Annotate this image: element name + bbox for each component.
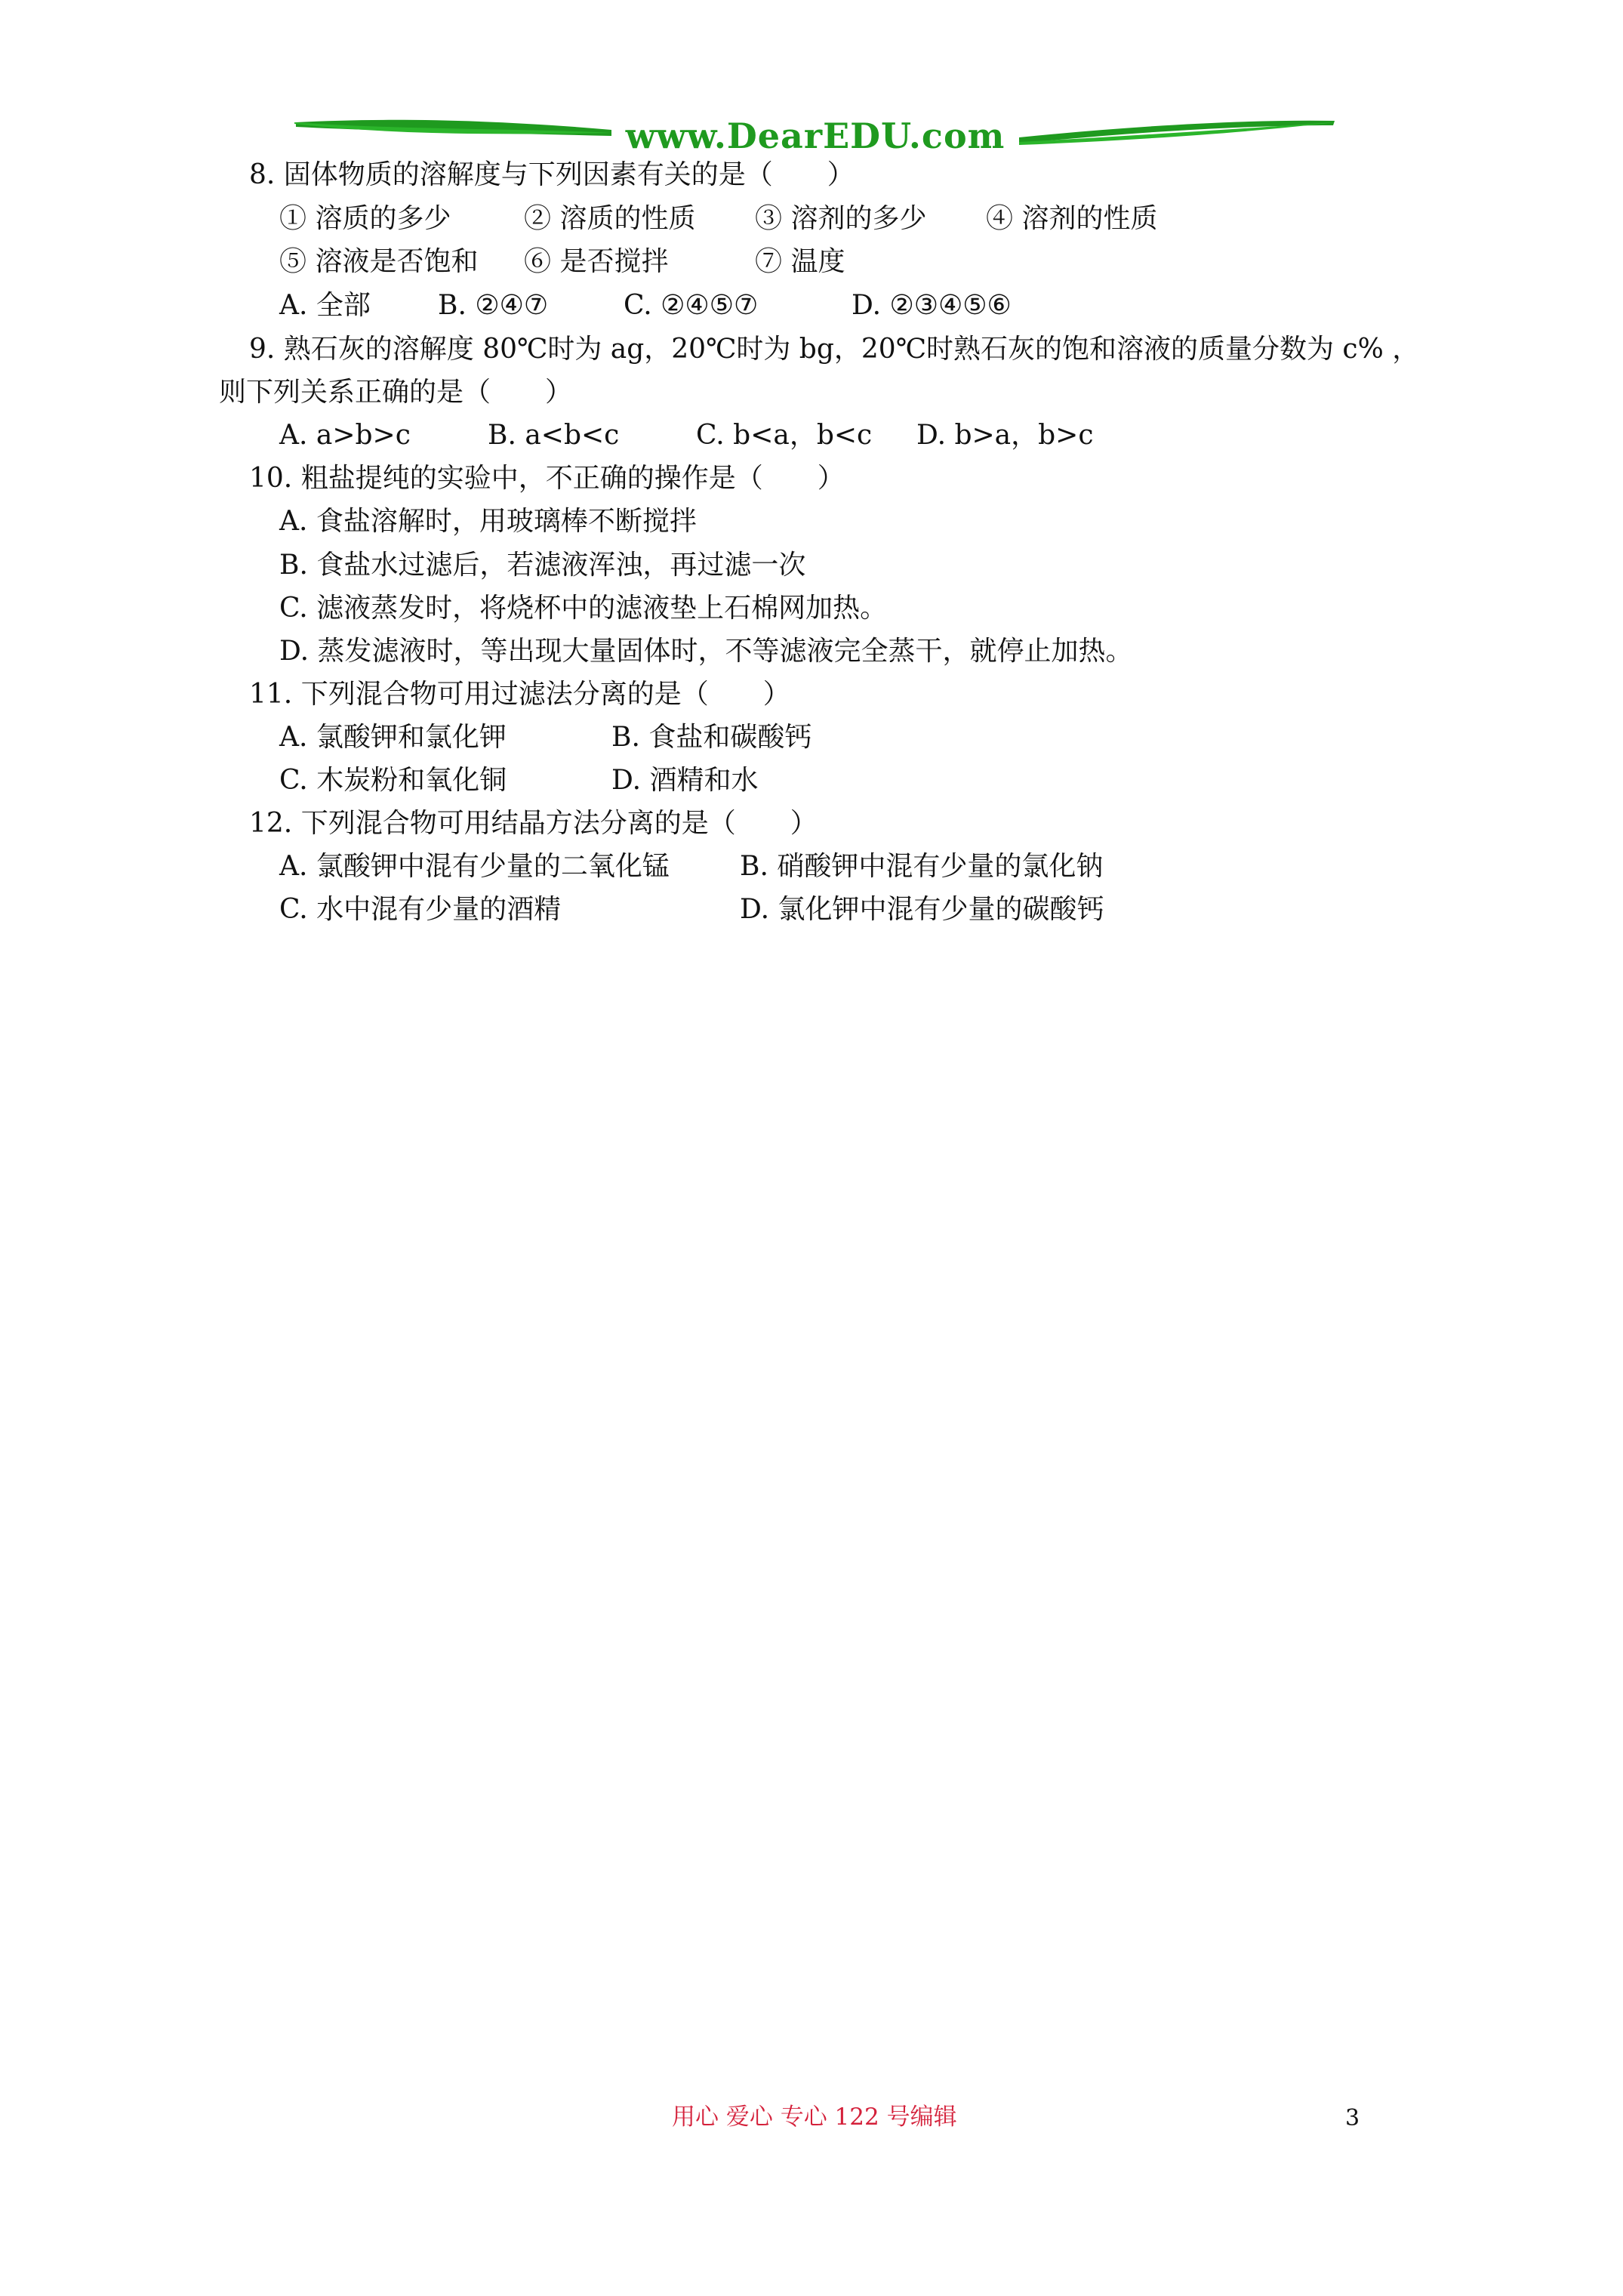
q12-option-d: D. 氯化钾中混有少量的碳酸钙 bbox=[740, 894, 1104, 925]
q10-option-c: C. 滤液蒸发时，将烧杯中的滤液垫上石棉网加热。 bbox=[279, 593, 888, 624]
question-8-items-row-1 bbox=[279, 202, 1157, 236]
q8-item-5: ⑤ 溶液是否饱和 bbox=[279, 246, 479, 277]
question-11-options-row-2 bbox=[279, 764, 758, 797]
q8-option-c: C. ②④⑤⑦ bbox=[624, 290, 759, 321]
q9-option-c: C. b<a，b<c bbox=[696, 420, 873, 451]
question-9-options bbox=[279, 419, 1094, 452]
q9-option-d: D. b>a，b>c bbox=[916, 420, 1094, 451]
footer-editor-note: 用心 爱心 专心 122 号编辑 bbox=[672, 2103, 957, 2131]
q8-item-3: ③ 溶剂的多少 bbox=[755, 203, 927, 234]
question-8-items-row-2 bbox=[279, 245, 845, 279]
q9-option-a: A. a>b>c bbox=[279, 420, 411, 451]
q8-option-a: A. 全部 bbox=[279, 290, 371, 321]
q11-option-b: B. 食盐和碳酸钙 bbox=[611, 722, 812, 753]
q8-item-4: ④ 溶剂的性质 bbox=[986, 203, 1158, 234]
question-10-stem: 10. 粗盐提纯的实验中，不正确的操作是（ ） bbox=[249, 463, 845, 494]
q10-option-d: D. 蒸发滤液时，等出现大量固体时，不等滤液完全蒸干，就停止加热。 bbox=[279, 636, 1133, 667]
q8-option-d: D. ②③④⑤⑥ bbox=[852, 290, 1012, 321]
q8-item-7: ⑦ 温度 bbox=[755, 246, 845, 277]
q8-item-1: ① 溶质的多少 bbox=[279, 203, 451, 234]
question-9-stem: 9. 熟石灰的溶解度 80℃时为 ag，20℃时为 bg，20℃时熟石灰的饱和溶液的质量分数为 c% ， bbox=[249, 334, 1420, 365]
question-8-stem: 8. 固体物质的溶解度与下列因素有关的是（ ） bbox=[249, 159, 855, 190]
question-9-stem-continued: 则下列关系正确的是（ ） bbox=[219, 377, 573, 408]
q9-option-b: B. a<b<c bbox=[488, 420, 620, 451]
question-12-stem: 12. 下列混合物可用结晶方法分离的是（ ） bbox=[249, 808, 818, 839]
q10-option-b: B. 食盐水过滤后，若滤液浑浊，再过滤一次 bbox=[279, 550, 806, 581]
question-11-options-row-1 bbox=[279, 721, 812, 754]
q11-option-c: C. 木炭粉和氧化铜 bbox=[279, 765, 507, 796]
question-8-options bbox=[279, 289, 1012, 322]
q10-option-a: A. 食盐溶解时，用玻璃棒不断搅拌 bbox=[279, 506, 697, 537]
q11-option-d: D. 酒精和水 bbox=[611, 765, 759, 796]
q8-item-2: ② 溶质的性质 bbox=[524, 203, 696, 234]
site-logo-text: www.DearEDU.com bbox=[625, 116, 1006, 156]
question-11-stem: 11. 下列混合物可用过滤法分离的是（ ） bbox=[249, 679, 790, 710]
q8-option-b: B. ②④⑦ bbox=[438, 290, 549, 321]
q12-option-b: B. 硝酸钾中混有少量的氯化钠 bbox=[740, 851, 1104, 882]
q11-option-a: A. 氯酸钾和氯化钾 bbox=[279, 722, 507, 753]
q8-item-6: ⑥ 是否搅拌 bbox=[524, 246, 669, 277]
q12-option-a: A. 氯酸钾中混有少量的二氧化锰 bbox=[279, 851, 670, 882]
question-12-options-row-2 bbox=[279, 893, 1104, 926]
page-number: 3 bbox=[1345, 2105, 1360, 2131]
q12-option-c: C. 水中混有少量的酒精 bbox=[279, 894, 562, 925]
question-12-options-row-1 bbox=[279, 850, 1103, 883]
